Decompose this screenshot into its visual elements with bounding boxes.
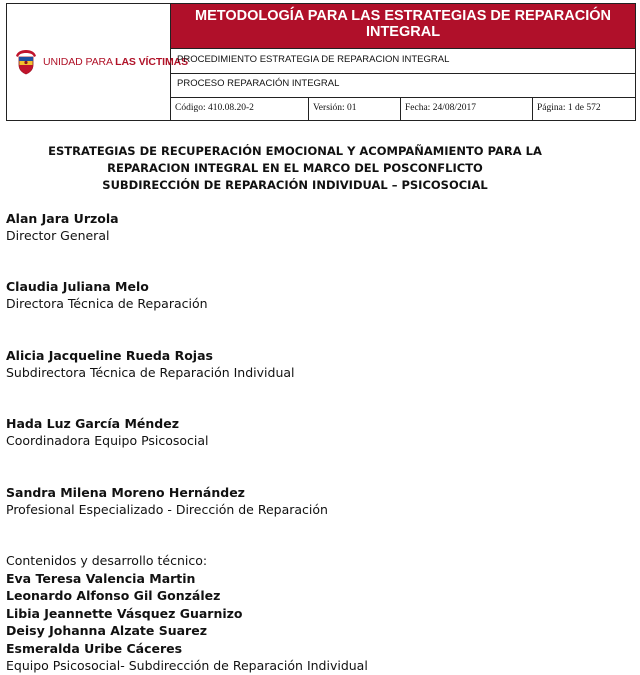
person-name: Alicia Jacqueline Rueda Rojas — [6, 348, 213, 363]
person-role: Director General — [6, 228, 110, 243]
team-label: Equipo Psicosocial- Subdirección de Reparación Individual — [6, 658, 368, 673]
procedure-label: PROCEDIMIENTO ESTRATEGIA DE REPARACION INTEGRAL — [171, 49, 635, 74]
technical-heading: Contenidos y desarrollo técnico: — [6, 553, 208, 568]
document-title-banner: METODOLOGÍA PARA LAS ESTRATEGIAS DE REPARACIÓN INTEGRAL — [171, 4, 635, 49]
process-label: PROCESO REPARACIÓN INTEGRAL — [171, 74, 635, 98]
author-name: Eva Teresa Valencia Martin — [6, 570, 196, 586]
credit-entry — [6, 278, 208, 312]
credit-entry — [6, 415, 209, 449]
person-role: Profesional Especializado - Dirección de Reparación — [6, 502, 328, 517]
title-line: REPARACION INTEGRAL EN EL MARCO DEL POSCONFLICTO — [107, 161, 483, 175]
logo-cell — [7, 4, 189, 120]
document-date: Fecha: 24/08/2017 — [401, 98, 533, 120]
document-meta-row — [171, 98, 635, 120]
author-name: Leonardo Alfonso Gil González — [6, 588, 221, 603]
colombia-coat-of-arms-icon — [13, 48, 39, 76]
person-role: Subdirectora Técnica de Reparación Individual — [6, 365, 295, 380]
logo-wordmark: UNIDAD PARA LAS VÍCTIMAS — [43, 56, 189, 68]
document-code: Código: 410.08.20-2 — [171, 98, 309, 120]
document-header-table — [6, 3, 636, 121]
credit-entry — [6, 210, 119, 244]
credit-entry — [6, 347, 295, 381]
author-name: Libia Jeannette Vásquez Guarnizo — [6, 605, 243, 621]
unidad-victimas-logo — [13, 48, 189, 76]
document-main-title — [0, 143, 590, 194]
person-name: Hada Luz García Méndez — [6, 416, 179, 431]
person-name: Claudia Juliana Melo — [6, 279, 149, 294]
author-name: Esmeralda Uribe Cáceres — [6, 640, 183, 656]
title-line: SUBDIRECCIÓN DE REPARACIÓN INDIVIDUAL – PSICOSOCIAL — [102, 178, 488, 192]
document-version: Versión: 01 — [309, 98, 401, 120]
page-counter: Página: 1 de 572 — [537, 103, 601, 113]
person-name: Alan Jara Urzola — [6, 211, 119, 226]
person-role: Coordinadora Equipo Psicosocial — [6, 433, 209, 448]
credit-entry — [6, 484, 328, 518]
author-name: Deisy Johanna Alzate Suarez — [6, 623, 207, 638]
title-line: ESTRATEGIAS DE RECUPERACIÓN EMOCIONAL Y ACOMPAÑAMIENTO PARA LA — [48, 144, 542, 158]
person-role: Directora Técnica de Reparación — [6, 296, 208, 311]
technical-credits — [6, 552, 368, 675]
person-name: Sandra Milena Moreno Hernández — [6, 485, 245, 500]
